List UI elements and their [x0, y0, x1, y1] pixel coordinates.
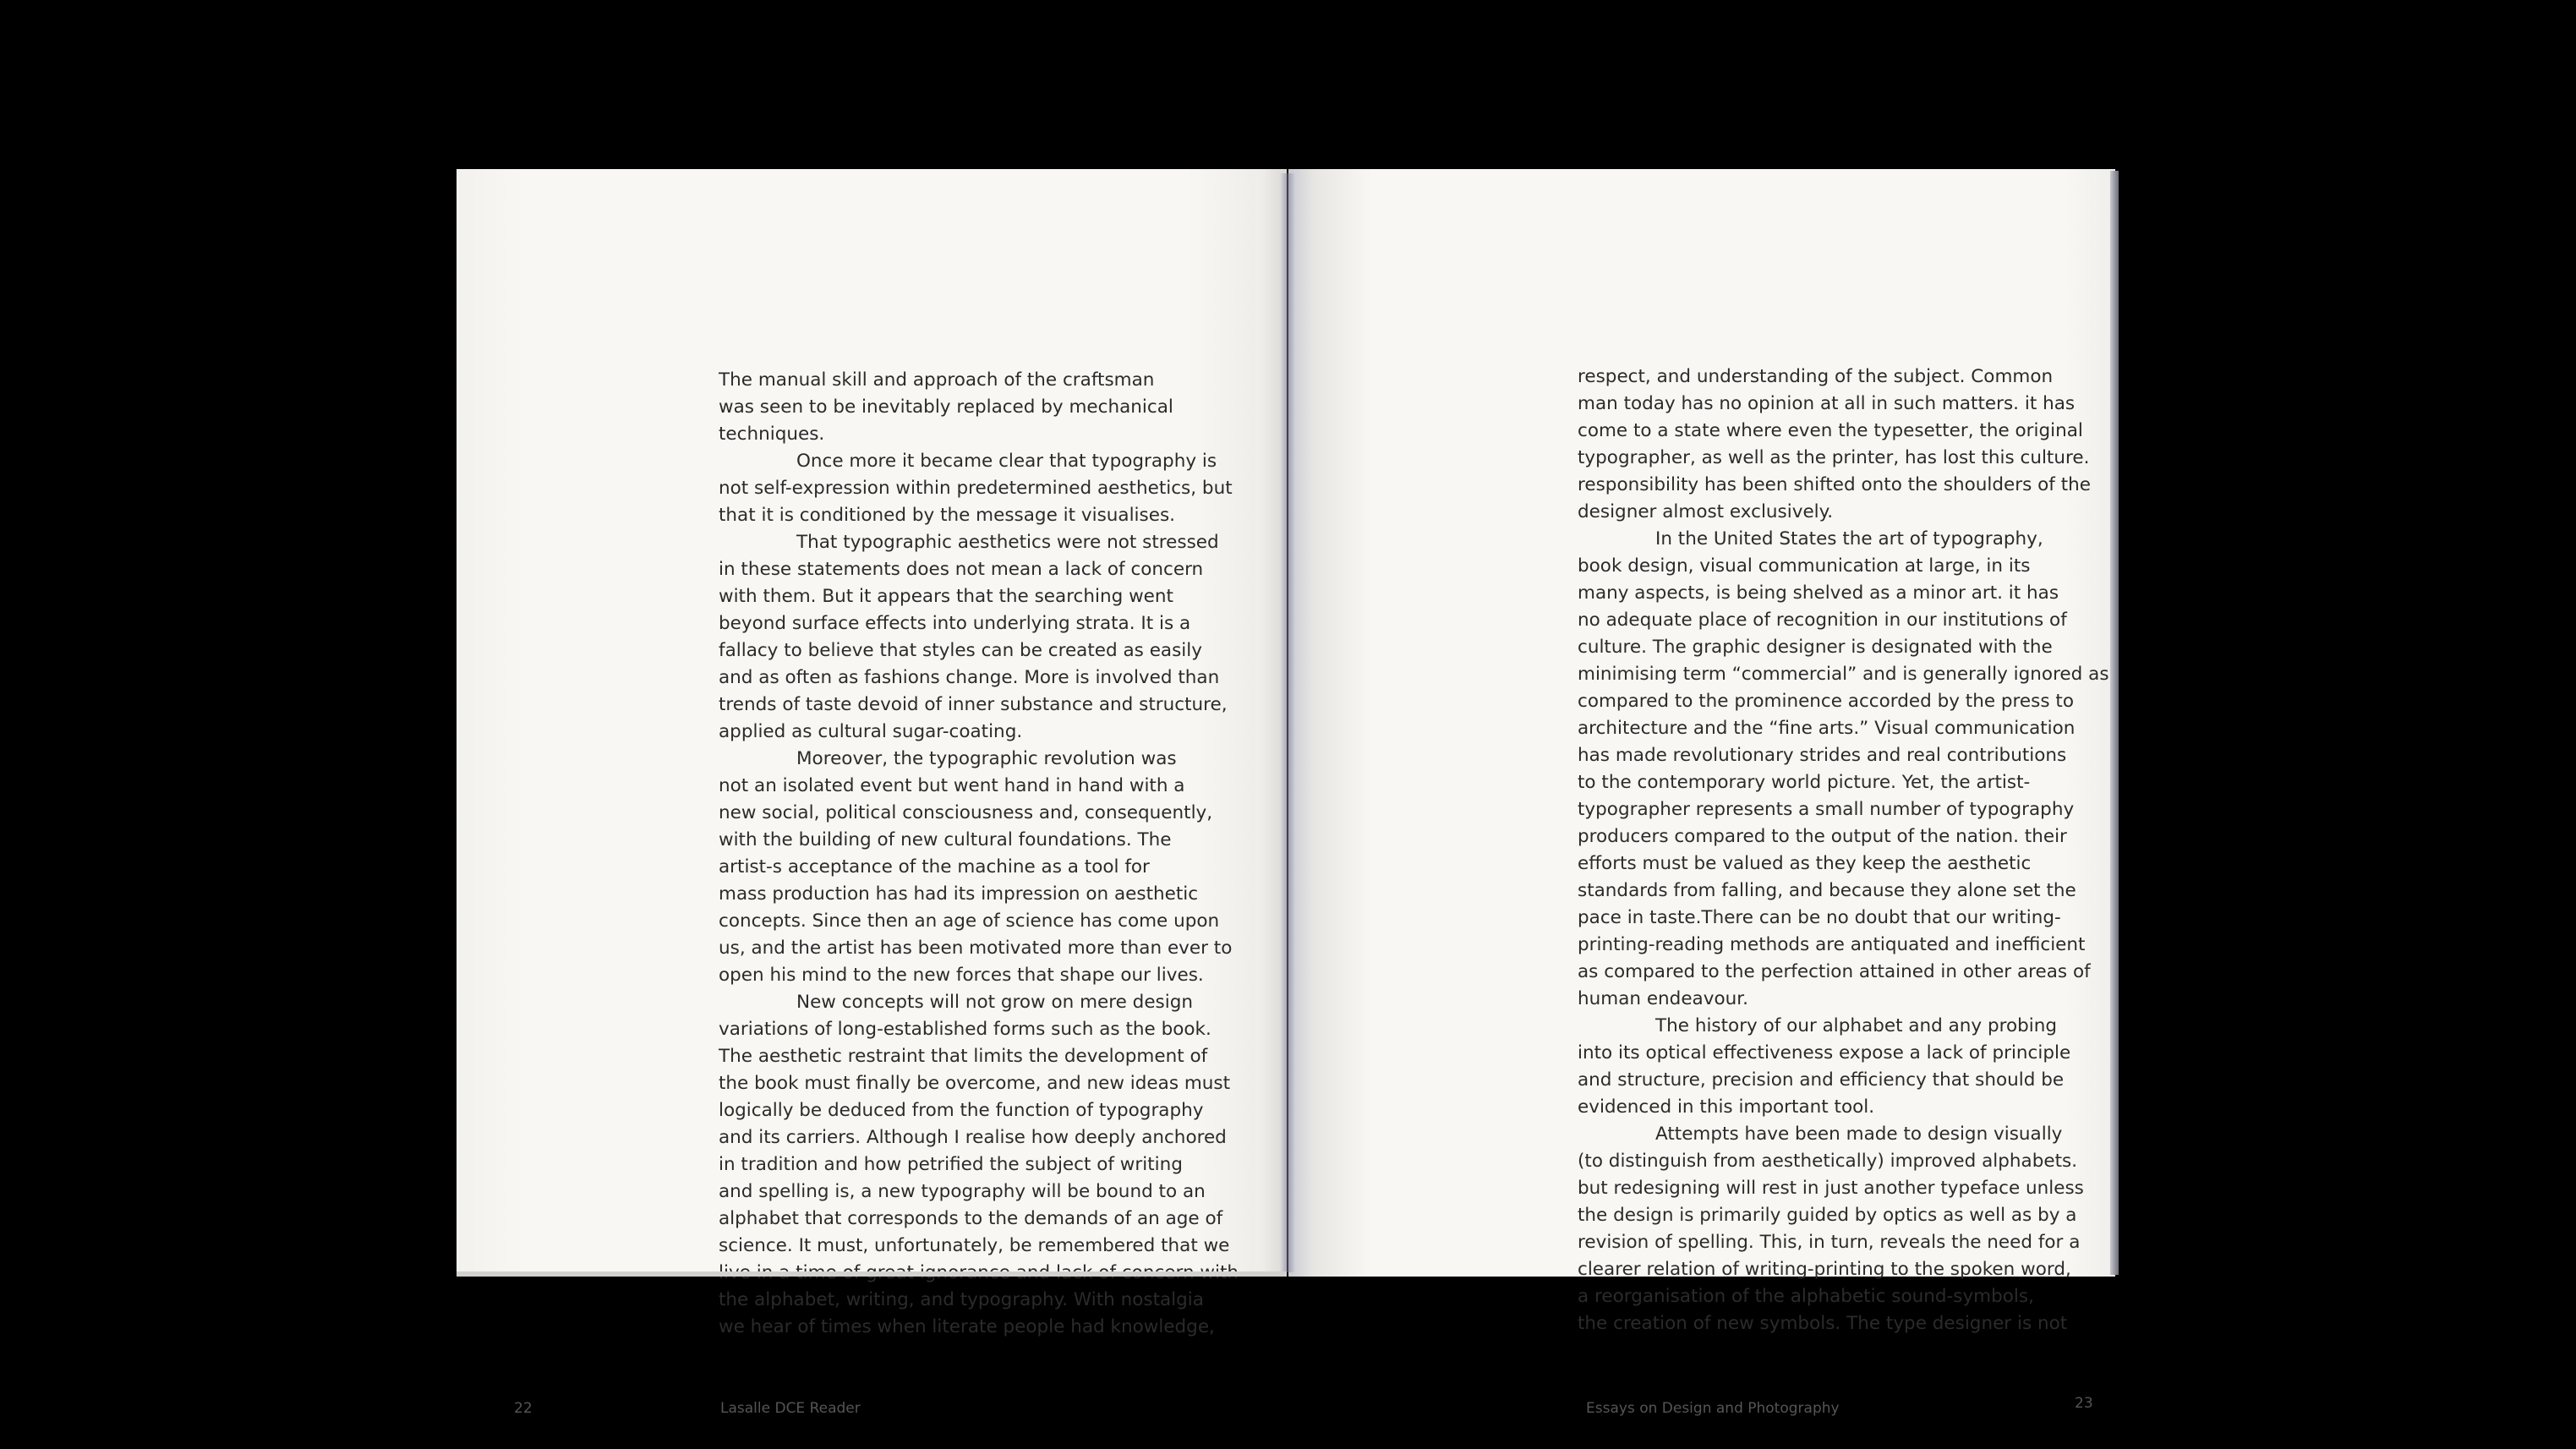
left-page — [457, 169, 1287, 1417]
text-line: New concepts will not grow on mere design — [796, 992, 1194, 1013]
text-line: no adequate place of recognition in our institutions of — [1578, 610, 2067, 631]
text-line: and as often as fashions change. More is involved than — [719, 667, 1220, 688]
text-line: that it is conditioned by the message it visualises. — [719, 505, 1175, 526]
text-line: efforts must be valued as they keep the aesthetic — [1578, 853, 2032, 874]
text-line: to the contemporary world picture. Yet, the artist- — [1578, 772, 2031, 793]
text-line: new social, political consciousness and, consequently, — [719, 802, 1213, 823]
text-line: That typographic aesthetics were not stressed — [796, 532, 1219, 553]
text-line: the book must finally be overcome, and new ideas must — [719, 1073, 1231, 1094]
text-line: clearer relation of writing-printing to the spoken word, — [1578, 1259, 2071, 1280]
book-bottom-edge — [457, 1271, 1287, 1277]
text-line: applied as cultural sugar-coating. — [719, 721, 1023, 742]
text-line: trends of taste devoid of inner substance and structure, — [719, 694, 1228, 715]
text-line: The aesthetic restraint that limits the development of — [719, 1046, 1208, 1067]
text-line: producers compared to the output of the nation. their — [1578, 826, 2067, 847]
text-line: printing-reading methods are antiquated and inefficient — [1578, 934, 2086, 955]
text-line: but redesigning will rest in just another typeface unless — [1578, 1178, 2084, 1199]
text-line: with the building of new cultural foundations. The — [719, 829, 1172, 850]
text-line: the design is primarily guided by optics as well as by a — [1578, 1205, 2077, 1226]
text-line: book design, visual communication at large, in its — [1578, 555, 2031, 577]
book-spine-shadow — [1280, 173, 1295, 1272]
text-line: science. It must, unfortunately, be remembered that we — [719, 1235, 1230, 1256]
text-line: has made revolutionary strides and real contributions — [1578, 745, 2067, 766]
text-line: we hear of times when literate people had knowledge, — [719, 1316, 1215, 1337]
text-line: many aspects, is being shelved as a minor art. it has — [1578, 582, 2059, 604]
text-line: logically be deduced from the function of typography — [719, 1100, 1204, 1121]
text-line: human endeavour. — [1578, 988, 1748, 1009]
text-line: Attempts have been made to design visually — [1655, 1124, 2063, 1145]
text-line: architecture and the “fine arts.” Visual communication — [1578, 718, 2076, 739]
text-line: The history of our alphabet and any probing — [1655, 1015, 2058, 1036]
text-line: artist-s acceptance of the machine as a tool for — [719, 856, 1150, 878]
text-line: into its optical effectiveness expose a lack of principle — [1578, 1042, 2071, 1064]
right-running-head: Essays on Design and Photography — [1586, 1400, 1840, 1417]
text-line: responsibility has been shifted onto the shoulders of the — [1578, 474, 2091, 495]
text-line: open his mind to the new forces that shape our lives. — [719, 965, 1204, 986]
text-line: a reorganisation of the alphabetic sound-symbols, — [1578, 1286, 2034, 1307]
right-page-number: 23 — [2075, 1395, 2093, 1412]
text-line: mass production has had its impression on aesthetic — [719, 883, 1199, 905]
text-line: typographer represents a small number of typography — [1578, 799, 2075, 820]
text-line: as compared to the perfection attained in other areas of — [1578, 961, 2091, 982]
text-line: respect, and understanding of the subject. Common — [1578, 366, 2054, 387]
left-page-number: 22 — [514, 1400, 533, 1417]
text-line: compared to the prominence accorded by the press to — [1578, 691, 2074, 712]
book-right-edge — [2110, 171, 2119, 1275]
text-line: in tradition and how petrified the subject of writing — [719, 1154, 1183, 1175]
text-line: minimising term “commercial” and is generally ignored as — [1578, 664, 2109, 685]
right-page-body — [1578, 364, 2109, 1337]
text-line: culture. The graphic designer is designated with the — [1578, 637, 2053, 658]
left-page-body — [719, 367, 1239, 1341]
text-line: (to distinguish from aesthetically) improved alphabets. — [1578, 1151, 2078, 1172]
text-line: variations of long-established forms such as the book. — [719, 1019, 1211, 1040]
text-line: typographer, as well as the printer, has lost this culture. — [1578, 447, 2090, 468]
text-line: In the United States the art of typography, — [1655, 528, 2043, 550]
text-line: revision of spelling. This, in turn, reveals the need for a — [1578, 1232, 2081, 1253]
text-line: the creation of new symbols. The type designer is not — [1578, 1313, 2068, 1334]
text-line: alphabet that corresponds to the demands of an age of — [719, 1208, 1223, 1229]
text-line: designer almost exclusively. — [1578, 501, 1834, 522]
text-line: and structure, precision and efficiency that should be — [1578, 1069, 2065, 1091]
text-line: fallacy to believe that styles can be created as easily — [719, 640, 1202, 661]
text-line: with them. But it appears that the searching went — [719, 586, 1173, 607]
text-line: man today has no opinion at all in such matters. it has — [1578, 393, 2076, 414]
left-running-head: Lasalle DCE Reader — [720, 1400, 861, 1417]
text-line: the alphabet, writing, and typography. With nostalgia — [719, 1289, 1204, 1310]
text-line: Moreover, the typographic revolution was — [796, 748, 1177, 769]
text-line: was seen to be inevitably replaced by mechanical — [719, 396, 1173, 418]
text-line: concepts. Since then an age of science has come upon — [719, 910, 1220, 932]
text-line: evidenced in this important tool. — [1578, 1096, 1875, 1118]
text-line: The manual skill and approach of the craftsman — [719, 369, 1155, 391]
text-line: not an isolated event but went hand in hand with a — [719, 775, 1185, 796]
text-line: and spelling is, a new typography will be bound to an — [719, 1181, 1206, 1202]
text-line: techniques. — [719, 424, 825, 445]
text-line: Once more it became clear that typography is — [796, 451, 1217, 472]
text-line: come to a state where even the typesetter, the original — [1578, 420, 2083, 441]
text-line: standards from falling, and because they alone set the — [1578, 880, 2076, 901]
text-line: pace in taste.There can be no doubt that our writing- — [1578, 907, 2061, 928]
text-line: us, and the artist has been motivated more than ever to — [719, 938, 1233, 959]
text-line: not self-expression within predetermined aesthetics, but — [719, 478, 1233, 499]
right-page — [1288, 169, 2115, 1417]
text-line: in these statements does not mean a lack of concern — [719, 559, 1204, 580]
text-line: and its carriers. Although I realise how deeply anchored — [719, 1127, 1227, 1148]
text-line: beyond surface effects into underlying strata. It is a — [719, 613, 1191, 634]
